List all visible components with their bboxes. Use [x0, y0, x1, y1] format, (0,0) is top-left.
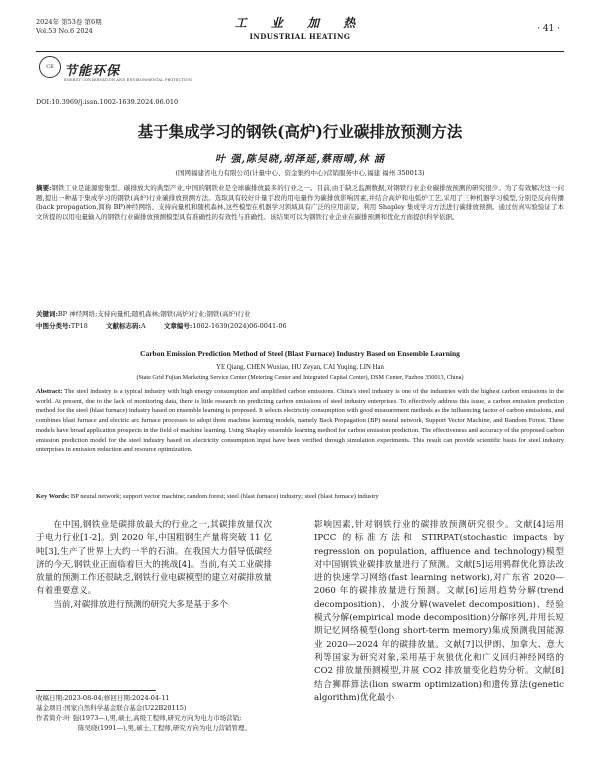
article-title-cn: 基于集成学习的钢铁(高炉)行业碳排放预测方法 — [137, 122, 463, 141]
article-no-label: 文章编号: — [163, 322, 193, 330]
article-title-en: Carbon Emission Prediction Method of Steel (Blast Furnace) Industry Based on Ensemble Learning — [140, 349, 460, 358]
journal-title-cn: 工 业 加 热 — [234, 16, 366, 30]
body-paragraph: 影响因素,针对钢铁行业的碳排放预测研究很少。文献[4]运用 IPCC 的标准方法和 STIRPAT(stochastic impacts by regression on population, affluence and technology)模型对中国钢铁业碳排放量进行了预测。文献[5]运用鸦群优化算法改进的快速学习网络(fast learning network),对广东省 2020—2060 年的碳排放量进行预测。文献[6]运用趋势分解(trend decomposition)、小波分解(wavelet decomposition)、经验模式分解(empirical mode decomposition)分解序列,并用长短期记忆网络模型(long short-term memory)集成预测我国能源业 2020—2024 年的碳排放量。文献[7]以伊朗、加拿大、意大利等国家为研究对象,采用基于灰狼优化和广义回归神经网络的 CO2 排放量预测模型,并展 CO2 排放量变化趋势分析。文献[8]结合狮群算法(lion swarm optimization)和遗传算法(genetic algorithm)优化最小 — [314, 520, 564, 703]
author-bio-2: 陈吴晓(1991—),男,硕士,工程师,研究方向为电力营销管理。 — [78, 724, 251, 732]
keywords-cn-label: 关键词: — [36, 310, 58, 318]
body-left-column — [36, 519, 272, 612]
body-paragraph: 在中国,钢铁业是碳排放最大的行业之一,其碳排放量仅次于电力行业[1-2]。到 2020 年,中国粗钢生产量将突破 11 亿吨[3],生产了世界上大约一半的石油。在我国大力倡导低碳经济的今天,钢铁业正面临着巨大的挑战[4]。当前,有关工业碳排放量的预测工作还很缺乏,钢铁行业电碳模型的建立对碳排放量有着重要意义。 — [36, 520, 272, 597]
abstract-en-text: The steel industry is a typical industry with high energy consumption and amplified carbon emissions. China's steel industry is one of the industries with the highest carbon emissions in the world. At present, due to the lack of monitoring data, there is little research on predicting carbon emissions of steel industry enterprises. To effectively address this issue, a carbon emission prediction method for the steel (blast furnace) industry based on ensemble learning is proposed. It selects electricity consumption with good measurement methods as the influencing factor of carbon emissions, and combines blast furnace and electric arc furnace processes to adopt three machine learning models, namely Back Propagation (BP) neural network, Support Vector Machine, and Random Forest. These models have broad application prospects in the field of machine learning. Using Shapley ensemble learning method for carbon emission prediction. The effectiveness and accuracy of the proposed carbon emission prediction model for the steel industry based on electricity consumption input have been verified through simulation experiments. This result can provide scientific basis for steel industry enterprises in emission reduction and resource optimization. — [36, 388, 565, 454]
authors-en: YE Qiang, CHEN Wuxiao, HU Zeyan, CAI Yuqing, LIN Han — [216, 364, 384, 371]
journal-masthead — [0, 14, 600, 41]
journal-title-en: INDUSTRIAL HEATING — [249, 32, 351, 41]
keywords-en — [36, 492, 564, 502]
abstract-cn-label: 摘要: — [36, 184, 52, 192]
footnote-rule — [36, 690, 156, 691]
affiliation-cn: (国网福建省电力有限公司(计量中心、资金集约中心)营销服务中心,福建 福州 350013) — [175, 169, 425, 177]
body-right-column — [314, 519, 564, 705]
clc-value: TP18 — [70, 322, 88, 330]
keywords-cn — [36, 310, 564, 320]
doi: DOI:10.3969/j.issn.1002-1639.2024.06.010 — [36, 98, 179, 106]
abstract-en — [36, 387, 564, 455]
authors-cn: 叶 强,陈吴晓,胡泽延,蔡雨晴,林 涵 — [215, 154, 385, 165]
classification-cn — [36, 322, 564, 332]
abstract-cn — [36, 184, 564, 222]
issue-cn: 2024年 第53卷 第6期 — [36, 18, 102, 26]
doc-code-label: 文献标志码: — [106, 322, 141, 330]
fund-info: 基金项目:国家自然科学基金联合基金(U22B20115) — [36, 704, 187, 712]
column-logo-name: 节能环保 — [64, 64, 121, 79]
keywords-en-label: Key Words: — [36, 493, 70, 500]
affiliation-en: (State Grid Fujian Marketing Service Center (Metering Center and Integrated Capital Center), DSM Center, Fuzhou 350013, China) — [136, 374, 464, 381]
keywords-en-text: BP neural network; support vector machine; random forest; steel (blast furnace) industry; steel (blast furnace) industry — [70, 493, 379, 500]
keywords-cn-text: BP 神经网络;支持向量机;随机森林;钢铁(高炉)行业;钢铁(高炉)行业 — [57, 310, 251, 318]
abstract-cn-text: 钢铁工业是能源密集型、碳排放大的典型产业,中国的钢铁业是全球碳排放最多的行业之一。目前,由于缺乏监测数据,对钢铁行业企业碳排放预测的研究很少。为了有效解决这一问题,提出一种基于集成学习的钢铁(高炉)行业碳排放预测方法。选取具有较好计量手段的用电量作为碳排放影响因素,并结合高炉和电弧炉工艺,采用了三种机器学习模型,分别是反向传播(back propagation,简称 BP)神经网络、支持向量机和随机森林,这些模型在机器学习领域具有广泛的应用前景。利用 Shapley 集成学习方法进行碳排放预测。通过仿真实验验证了本文所提的以用电量输入的钢铁行业碳排放预测模型具有准确性的有效性与准确性。该结果可以为钢铁行业企业在碳排预测和优化方面提供科学依据。 — [36, 184, 564, 221]
body-paragraph: 当前,对碳排放进行预测的研究大多是基于多个 — [53, 599, 228, 610]
column-logo-icon: CE — [39, 56, 61, 78]
issue-en: Vol.53 No.6 2024 — [36, 27, 93, 35]
abstract-en-label: Abstract: — [36, 388, 63, 395]
column-logo-subtitle: ENERGY CONSERVATION AND ENVIRONMENTAL PROTECTION — [64, 78, 193, 82]
author-bio-1: 作者简介:叶 强(1973—),男,硕士,高级工程师,研究方向为电力市场营销; — [36, 714, 242, 722]
footnote — [36, 693, 272, 733]
header-rule — [36, 51, 564, 52]
doc-code-value: A — [140, 322, 146, 330]
article-no-value: 1002-1639(2024)06-0041-06 — [192, 322, 287, 330]
received-date: 收稿日期:2023-08-04;修回日期:2024-04-11 — [36, 694, 170, 702]
page-number: · 41 · — [537, 24, 560, 34]
clc-label: 中图分类号: — [36, 322, 71, 330]
